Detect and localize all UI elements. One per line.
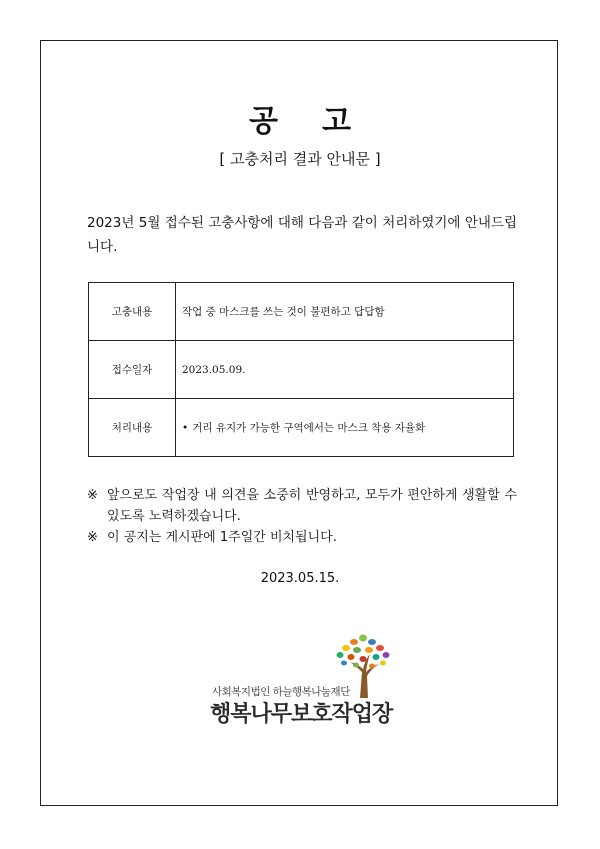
result-table <box>88 282 514 457</box>
notes-list <box>87 485 517 548</box>
organization-name: 행복나무보호작업장 <box>210 702 393 727</box>
table-value-cell <box>176 399 514 457</box>
notice-title: 공고 <box>249 104 395 139</box>
table-row <box>89 399 514 457</box>
table-value: 거리 유지가 가능한 구역에서는 마스크 착용 자율화 <box>192 422 426 434</box>
note-mark: ※ <box>87 488 98 503</box>
organization-subname: 사회복지법인 하늘행복나눔재단 <box>212 686 350 698</box>
table-label: 고충내용 <box>89 283 176 341</box>
notice-subtitle: [ 고충처리 결과 안내문 ] <box>219 150 381 168</box>
table-row <box>89 283 514 341</box>
notice-date: 2023.05.15. <box>260 571 340 586</box>
note-item <box>87 485 517 527</box>
table-label: 접수일자 <box>89 341 176 399</box>
note-mark: ※ <box>87 530 98 545</box>
note-item <box>87 527 517 548</box>
note-text: 이 공지는 게시판에 1주일간 비치됩니다. <box>107 530 337 545</box>
table-value: 작업 중 마스크를 쓰는 것이 불편하고 답답함 <box>176 283 514 341</box>
table-label: 처리내용 <box>89 399 176 457</box>
table-row <box>89 341 514 399</box>
table-value: 2023.05.09. <box>176 341 514 399</box>
note-text: 앞으로도 작업장 내 의견을 소중히 반영하고, 모두가 편안하게 생활할 수 있도록 노력하겠습니다. <box>107 488 517 524</box>
bullet-marker: • <box>182 422 189 434</box>
intro-paragraph: 2023년 5월 접수된 고충사항에 대해 다음과 같이 처리하였기에 안내드립니다. <box>87 215 517 255</box>
